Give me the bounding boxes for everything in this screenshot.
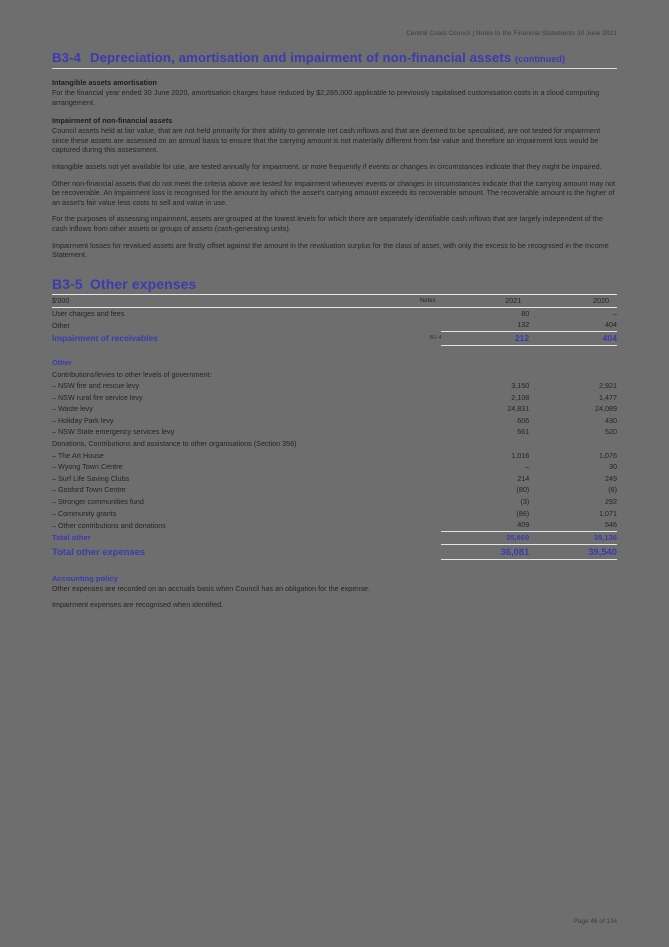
row-value-2020: 292 (605, 497, 617, 507)
section-continued-label: (continued) (515, 54, 566, 64)
row-label: – Stronger communities fund (52, 497, 144, 507)
subheading-impairment-non-financial-assets: Impairment of non-financial assets (52, 116, 173, 126)
table-row (52, 496, 617, 508)
row-value-2020: 39,136 (529, 531, 617, 544)
row-value-2020: 1,076 (599, 450, 617, 460)
row-note-ref (382, 403, 442, 415)
row-label: – The Art House (52, 450, 104, 460)
row-value-2021: 80 (521, 308, 530, 318)
row-value-2021: 132 (517, 320, 530, 330)
table-row (52, 531, 617, 544)
section-divider (52, 68, 617, 69)
row-label: Contributions/levies to other levels of government: (52, 369, 212, 379)
row-value-2020: (6) (608, 485, 617, 495)
section-heading-b3-4 (52, 50, 617, 65)
row-note-ref (382, 450, 442, 462)
row-note-ref (382, 519, 442, 531)
row-value-2020: 249 (605, 473, 617, 483)
table-body (52, 307, 617, 559)
table-row (52, 519, 617, 531)
table-row (52, 484, 617, 496)
row-label: – Holiday Park levy (52, 415, 114, 425)
row-value-2021: 214 (517, 473, 530, 483)
section-number-b3-5: B3-5 (52, 275, 83, 292)
row-note-ref (382, 369, 442, 381)
row-value-2021: 35,869 (441, 531, 529, 544)
table-row (52, 438, 617, 450)
row-value-2020: 24,089 (595, 404, 617, 414)
row-label: Other (52, 320, 70, 330)
row-value-2021: (3) (520, 497, 530, 507)
row-label: Donations, Contributions and assistance to other organisations (Section 356) (52, 439, 297, 449)
row-note-ref (382, 380, 442, 392)
page-footer: Page 46 of 134 (573, 918, 617, 925)
row-value-2020 (529, 369, 617, 381)
row-value-2020: 404 (529, 331, 617, 345)
table-row (52, 426, 617, 438)
row-value-2020: 1,071 (599, 508, 617, 518)
row-label: – NSW State emergency services levy (52, 427, 175, 437)
row-note-ref (382, 353, 442, 369)
paragraph-impairment-2: Intangible assets not yet available for use, are tested annually for impairment, or more frequently if events or changes in circumstances indicate that they might be impaired. (52, 161, 602, 171)
subheading-intangible-amortisation: Intangible assets amortisation (52, 78, 157, 87)
row-value-2021: 212 (441, 331, 529, 345)
table-row (52, 473, 617, 485)
row-value-2021: – (525, 462, 530, 472)
column-header-2020: 2020 (529, 294, 617, 307)
row-label: Total other (52, 533, 91, 543)
row-note-ref (382, 461, 442, 473)
row-value-2021: (80) (516, 485, 530, 495)
row-value-2020: 430 (605, 415, 617, 425)
row-value-2021 (441, 438, 529, 450)
table-row (52, 461, 617, 473)
table-row (52, 392, 617, 404)
other-expenses-table (52, 294, 617, 560)
row-value-2020: 2,921 (599, 381, 617, 391)
table-row (52, 415, 617, 427)
row-note-ref (382, 484, 442, 496)
row-label: – NSW fire and rescue levy (52, 381, 140, 391)
row-value-2020 (529, 353, 617, 369)
column-header-notes: Notes (382, 294, 442, 307)
accounting-policy-paragraph-1: Other expenses are recorded on an accruals basis when Council has an obligation for the expense. (52, 583, 370, 593)
intangible-amortisation-block (52, 78, 617, 107)
table-row (52, 544, 617, 559)
paragraph-impairment-4: For the purposes of assessing impairment, assets are grouped at the lowest levels for which there are separately identifiable cash inflows that are largely independent of the cash inflows from other assets or groups of assets (cash-generating units). (52, 214, 603, 233)
row-value-2021: 2,108 (511, 392, 530, 402)
row-label: Impairment of receivables (52, 333, 159, 344)
row-label: – Community grants (52, 508, 117, 518)
row-value-2021: 661 (517, 427, 530, 437)
running-header: Central Coast Council | Notes to the Financial Statements 30 June 2021 (406, 30, 617, 37)
row-value-2020 (529, 438, 617, 450)
row-value-2021: 1,016 (511, 450, 530, 460)
row-value-2020: 404 (605, 320, 617, 330)
row-label: – Other contributions and donations (52, 520, 166, 530)
row-value-2020: 546 (605, 520, 617, 530)
row-value-2021 (441, 353, 529, 369)
table-row (52, 331, 617, 345)
row-note-ref (382, 392, 442, 404)
row-label: User charges and fees (52, 308, 125, 318)
table-row (52, 450, 617, 462)
row-note-ref (382, 426, 442, 438)
row-value-2021: 409 (517, 520, 530, 530)
column-header-label: $'000 (52, 294, 382, 307)
column-header-2021: 2021 (441, 294, 529, 307)
accounting-policy-heading: Accounting policy (52, 573, 118, 583)
table-row (52, 369, 617, 381)
section-number-b3-4: B3-4 (52, 50, 81, 65)
section-title-b3-5: Other expenses (90, 275, 197, 292)
row-label: Other (52, 357, 72, 367)
row-note-ref (382, 531, 442, 544)
row-value-2021: 36,081 (441, 544, 529, 559)
row-label: Total other expenses (52, 546, 146, 558)
row-value-2020: – (613, 308, 617, 318)
row-note-ref (382, 438, 442, 450)
row-note-ref (382, 307, 442, 319)
row-value-2020: 39,540 (529, 544, 617, 559)
table-row (52, 508, 617, 520)
row-label: – Wyong Town Centre (52, 462, 123, 472)
accounting-policy-block (52, 574, 617, 610)
paragraph-intangible-amortisation: For the financial year ended 30 June 2020, amortisation charges have reduced by $2,265,000 applicable to previously capitalised customisation costs in a cloud computing arrangement. (52, 88, 600, 107)
row-label: – Waste levy (52, 404, 93, 414)
section-heading-b3-5 (52, 276, 617, 292)
table-header (52, 294, 617, 307)
table-row (52, 319, 617, 331)
row-note-ref (382, 508, 442, 520)
row-note-ref (382, 544, 442, 559)
row-label: – Surf Life Saving Clubs (52, 473, 130, 483)
row-label: – NSW rural fire service levy (52, 392, 143, 402)
row-note-ref (382, 415, 442, 427)
row-note-ref: B1-4 (429, 335, 442, 342)
table-row (52, 380, 617, 392)
row-note-ref (382, 319, 442, 331)
row-value-2021 (441, 369, 529, 381)
row-value-2021: 3,150 (511, 381, 530, 391)
accounting-policy-paragraph-2: Impairment expenses are recognised when identified. (52, 600, 224, 610)
row-value-2021: 606 (517, 415, 530, 425)
table-row (52, 353, 617, 369)
impairment-block (52, 116, 617, 260)
row-value-2021: 24,831 (507, 404, 530, 414)
section-title-b3-4: Depreciation, amortisation and impairment of non-financial assets (90, 50, 512, 65)
table-spacer-row (52, 345, 617, 353)
row-value-2021: (86) (516, 508, 530, 518)
table-row (52, 307, 617, 319)
row-value-2020: 520 (605, 427, 617, 437)
paragraph-impairment-3: Other non-financial assets that do not meet the criteria above are tested for impairment whenever events or changes in circumstances indicate that the carrying amount may not be recoverable. An impairment loss is recognised for the amount by which the asset's carrying amount exceeds its recoverable amount. The recoverable amount is the higher of an asset's fair value less costs to sell and value in use. (52, 178, 616, 207)
row-note-ref (382, 473, 442, 485)
row-note-ref (382, 496, 442, 508)
paragraph-impairment-1: Council assets held at fair value, that are not held primarily for their ability to generate net cash inflows and that are deemed to be specialised, are not tested for impairment since these assets are assessed on an annual basis to ensure that the carrying amount is not materially different from fair value and therefore an impairment loss would be captured during this assessment. (52, 126, 601, 155)
row-value-2020: 30 (609, 462, 617, 472)
paragraph-impairment-5: Impairment losses for revalued assets are firstly offset against the amount in the revaluation surplus for the class of asset, with only the excess to be recognised in the Income Statement. (52, 240, 609, 260)
table-row (52, 403, 617, 415)
row-label: – Gosford Town Centre (52, 485, 126, 495)
row-value-2020: 1,477 (599, 392, 617, 402)
